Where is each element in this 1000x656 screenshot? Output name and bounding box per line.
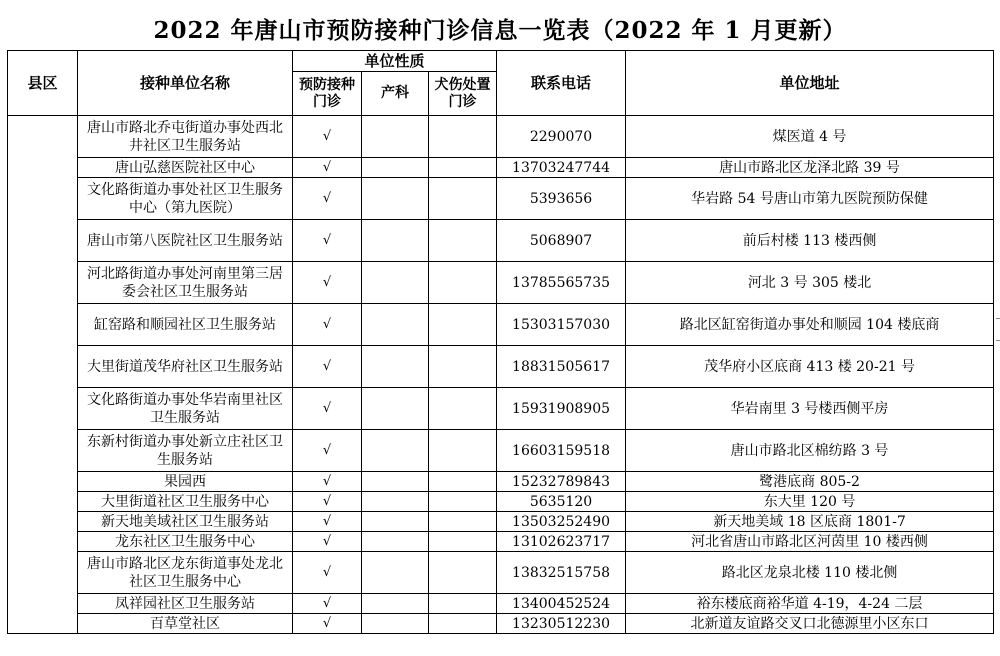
prevention-clinic-cell: √ <box>293 346 362 388</box>
phone-cell: 5635120 <box>497 492 626 512</box>
obstetrics-cell <box>362 614 429 634</box>
header-prevention-clinic: 预防接种门诊 <box>293 72 362 116</box>
table-row <box>8 388 994 430</box>
obstetrics-cell <box>362 346 429 388</box>
prevention-clinic-cell: √ <box>293 220 362 262</box>
prevention-clinic-cell: √ <box>293 614 362 634</box>
injury-clinic-cell <box>429 492 497 512</box>
unit-name-cell: 唐山市路北区龙东街道事处龙北社区卫生服务中心 <box>78 552 293 594</box>
unit-name-cell: 唐山市路北乔屯街道办事处西北井社区卫生服务站 <box>78 116 293 158</box>
phone-cell: 13230512230 <box>497 614 626 634</box>
injury-clinic-cell <box>429 552 497 594</box>
phone-cell: 18831505617 <box>497 346 626 388</box>
prevention-clinic-cell: √ <box>293 158 362 178</box>
prevention-clinic-cell: √ <box>293 472 362 492</box>
phone-cell: 5393656 <box>497 178 626 220</box>
injury-clinic-cell <box>429 178 497 220</box>
table-row <box>8 472 994 492</box>
table-row <box>8 220 994 262</box>
obstetrics-cell <box>362 388 429 430</box>
obstetrics-cell <box>362 116 429 158</box>
obstetrics-cell <box>362 220 429 262</box>
address-cell: 裕东楼底商裕华道 4-19，4-24 二层 <box>626 594 994 614</box>
header-obstetrics: 产科 <box>362 72 429 116</box>
phone-cell: 15931908905 <box>497 388 626 430</box>
address-cell: 前后村楼 113 楼西侧 <box>626 220 994 262</box>
prevention-clinic-cell: √ <box>293 512 362 532</box>
prevention-clinic-cell: √ <box>293 178 362 220</box>
county-cell <box>8 116 78 634</box>
unit-name-cell: 新天地美域社区卫生服务站 <box>78 512 293 532</box>
prevention-clinic-cell: √ <box>293 304 362 346</box>
table-row <box>8 158 994 178</box>
table-body <box>8 116 994 634</box>
unit-name-cell: 百草堂社区 <box>78 614 293 634</box>
injury-clinic-cell <box>429 594 497 614</box>
table-row <box>8 614 994 634</box>
address-cell: 路北区缸窑街道办事处和顺园 104 楼底商 <box>626 304 994 346</box>
prevention-clinic-cell: √ <box>293 116 362 158</box>
unit-name-cell: 唐山弘慈医院社区中心 <box>78 158 293 178</box>
page-edge-marker <box>996 340 1000 341</box>
header-phone: 联系电话 <box>497 51 626 116</box>
header-unit-name: 接种单位名称 <box>78 51 293 116</box>
injury-clinic-cell <box>429 532 497 552</box>
phone-cell: 5068907 <box>497 220 626 262</box>
prevention-clinic-cell: √ <box>293 262 362 304</box>
injury-clinic-cell <box>429 472 497 492</box>
address-cell: 路北区龙泉北楼 110 楼北侧 <box>626 552 994 594</box>
injury-clinic-cell <box>429 614 497 634</box>
unit-name-cell: 文化路街道办事处社区卫生服务中心（第九医院） <box>78 178 293 220</box>
address-cell: 新天地美域 18 区底商 1801-7 <box>626 512 994 532</box>
injury-clinic-cell <box>429 346 497 388</box>
unit-name-cell: 唐山市第八医院社区卫生服务站 <box>78 220 293 262</box>
prevention-clinic-cell: √ <box>293 532 362 552</box>
phone-cell: 13785565735 <box>497 262 626 304</box>
prevention-clinic-cell: √ <box>293 388 362 430</box>
prevention-clinic-cell: √ <box>293 492 362 512</box>
unit-name-cell: 大里街道茂华府社区卫生服务站 <box>78 346 293 388</box>
obstetrics-cell <box>362 430 429 472</box>
address-cell: 煤医道 4 号 <box>626 116 994 158</box>
document-title: 2022 年唐山市预防接种门诊信息一览表（2022 年 1 月更新） <box>153 17 847 44</box>
address-cell: 唐山市路北区龙泽北路 39 号 <box>626 158 994 178</box>
address-cell: 鹭港底商 805-2 <box>626 472 994 492</box>
injury-clinic-cell <box>429 158 497 178</box>
unit-name-cell: 文化路街道办事处华岩南里社区卫生服务站 <box>78 388 293 430</box>
phone-cell: 15303157030 <box>497 304 626 346</box>
phone-cell: 15232789843 <box>497 472 626 492</box>
address-cell: 华岩路 54 号唐山市第九医院预防保健 <box>626 178 994 220</box>
phone-cell: 13503252490 <box>497 512 626 532</box>
prevention-clinic-cell: √ <box>293 430 362 472</box>
address-cell: 唐山市路北区棉纺路 3 号 <box>626 430 994 472</box>
obstetrics-cell <box>362 262 429 304</box>
table-row <box>8 552 994 594</box>
table-row <box>8 178 994 220</box>
table-row <box>8 594 994 614</box>
header-address: 单位地址 <box>626 51 994 116</box>
prevention-clinic-cell: √ <box>293 552 362 594</box>
unit-name-cell: 大里街道社区卫生服务中心 <box>78 492 293 512</box>
address-cell: 华岩南里 3 号楼西侧平房 <box>626 388 994 430</box>
address-cell: 河北省唐山市路北区河茵里 10 楼西侧 <box>626 532 994 552</box>
table-row <box>8 512 994 532</box>
obstetrics-cell <box>362 472 429 492</box>
table-row <box>8 346 994 388</box>
table-row <box>8 116 994 158</box>
injury-clinic-cell <box>429 220 497 262</box>
page-edge-marker <box>996 318 1000 319</box>
clinic-table <box>7 50 994 634</box>
obstetrics-cell <box>362 594 429 614</box>
unit-name-cell: 凤祥园社区卫生服务站 <box>78 594 293 614</box>
phone-cell: 2290070 <box>497 116 626 158</box>
address-cell: 东大里 120 号 <box>626 492 994 512</box>
table-row <box>8 304 994 346</box>
phone-cell: 13703247744 <box>497 158 626 178</box>
phone-cell: 16603159518 <box>497 430 626 472</box>
obstetrics-cell <box>362 304 429 346</box>
table-row <box>8 430 994 472</box>
header-injury-clinic: 犬伤处置门诊 <box>429 72 497 116</box>
obstetrics-cell <box>362 512 429 532</box>
injury-clinic-cell <box>429 262 497 304</box>
obstetrics-cell <box>362 552 429 594</box>
unit-name-cell: 龙东社区卫生服务中心 <box>78 532 293 552</box>
unit-name-cell: 河北路街道办事处河南里第三居委会社区卫生服务站 <box>78 262 293 304</box>
obstetrics-cell <box>362 178 429 220</box>
injury-clinic-cell <box>429 304 497 346</box>
unit-name-cell: 缸窑路和顺园社区卫生服务站 <box>78 304 293 346</box>
unit-name-cell: 果园西 <box>78 472 293 492</box>
table-row <box>8 532 994 552</box>
address-cell: 北新道友谊路交叉口北德源里小区东口 <box>626 614 994 634</box>
obstetrics-cell <box>362 492 429 512</box>
injury-clinic-cell <box>429 430 497 472</box>
unit-name-cell: 东新村街道办事处新立庄社区卫生服务站 <box>78 430 293 472</box>
injury-clinic-cell <box>429 512 497 532</box>
header-county: 县区 <box>8 51 78 116</box>
injury-clinic-cell <box>429 116 497 158</box>
address-cell: 河北 3 号 305 楼北 <box>626 262 994 304</box>
phone-cell: 13832515758 <box>497 552 626 594</box>
table-row <box>8 262 994 304</box>
address-cell: 茂华府小区底商 413 楼 20-21 号 <box>626 346 994 388</box>
obstetrics-cell <box>362 158 429 178</box>
header-unit-type: 单位性质 <box>293 51 497 72</box>
phone-cell: 13400452524 <box>497 594 626 614</box>
injury-clinic-cell <box>429 388 497 430</box>
prevention-clinic-cell: √ <box>293 594 362 614</box>
obstetrics-cell <box>362 532 429 552</box>
table-row <box>8 492 994 512</box>
phone-cell: 13102623717 <box>497 532 626 552</box>
